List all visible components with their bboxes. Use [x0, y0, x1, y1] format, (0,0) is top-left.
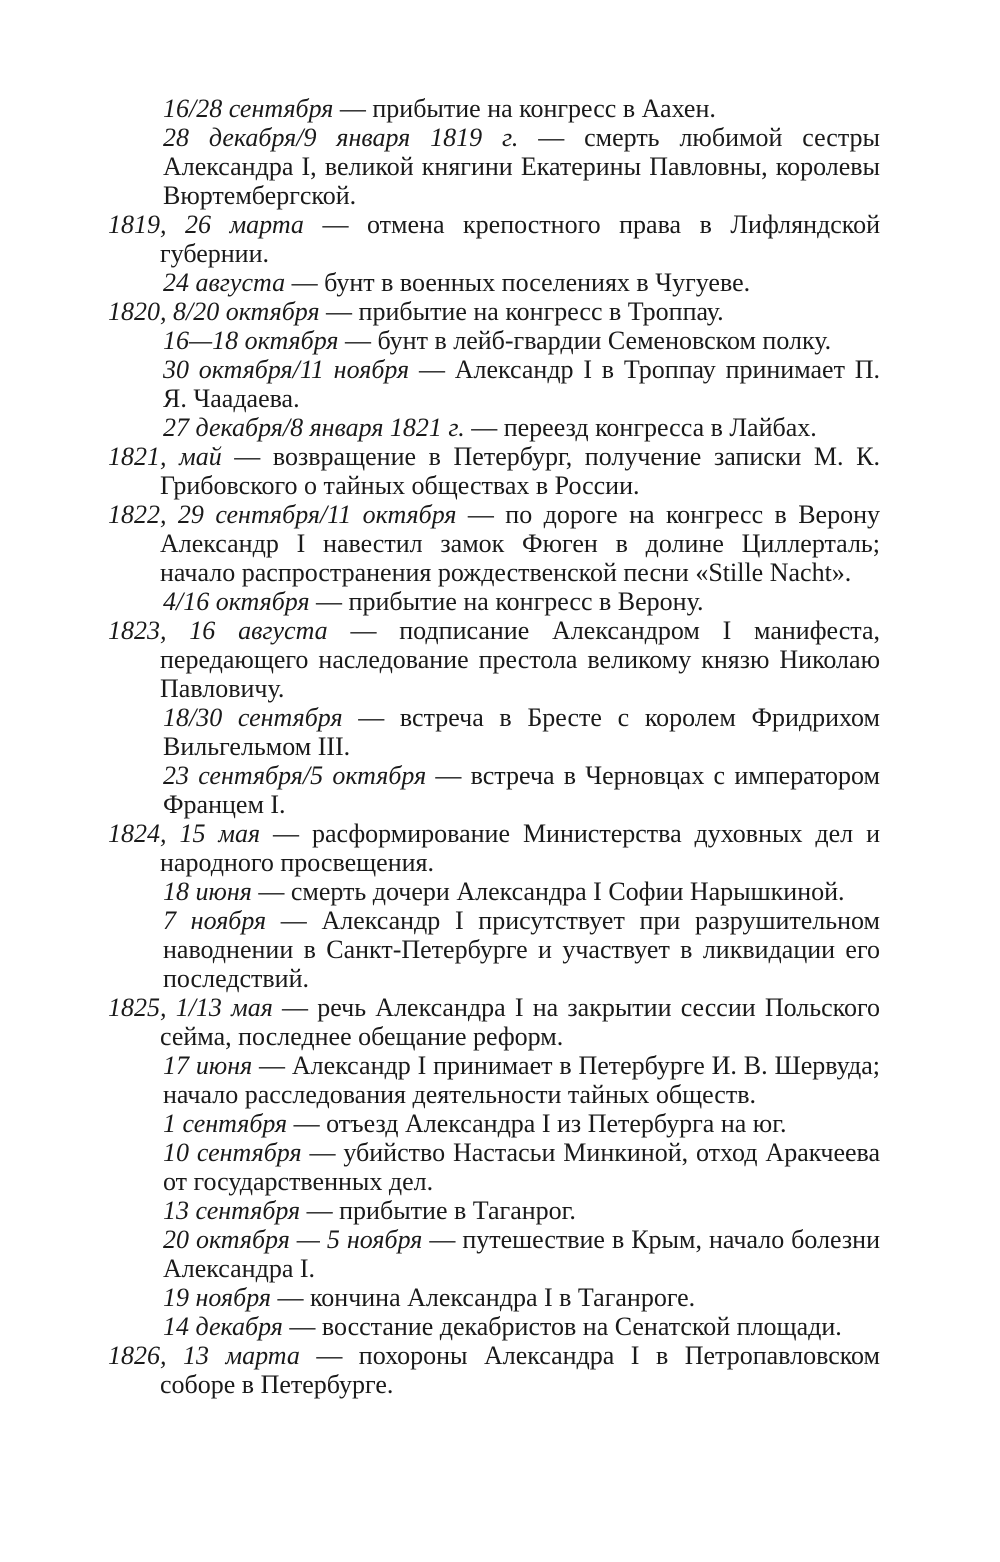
entry-text: — кончина Александра I в Таганроге. — [270, 1283, 696, 1312]
entry-text: — смерть дочери Александра I Софии Нарышкиной. — [251, 877, 845, 906]
entry-date: 19 ноября — [163, 1283, 271, 1312]
chronology-entry — [108, 1051, 880, 1109]
chronology-entry — [108, 210, 880, 268]
chronology-entry — [108, 442, 880, 500]
entry-text: — прибытие на конгресс в Аахен. — [333, 94, 716, 123]
entry-text: — Александр I присутствует при разрушительном наводнении в Санкт-Петербурге и участвует в ликвидации его последствий. — [163, 906, 880, 993]
chronology-entry — [108, 297, 880, 326]
chronology-entry — [108, 1138, 880, 1196]
entry-text: — убийство Настасьи Минкиной, отход Аракчеева от государственных дел. — [163, 1138, 880, 1196]
entry-date: 28 декабря/9 января 1819 г. — [163, 123, 519, 152]
entry-date: 1820, 8/20 октября — [108, 297, 320, 326]
entry-text: — путешествие в Крым, начало болезни Александра I. — [163, 1225, 880, 1283]
chronology-page — [108, 94, 880, 1399]
entry-date: 1819, 26 марта — [108, 210, 304, 239]
entry-text: — переезд конгресса в Лайбах. — [464, 413, 817, 442]
entry-text: — возвращение в Петербург, получение записки М. К. Грибовского о тайных обществах в России. — [160, 442, 881, 500]
entry-date: 13 сентября — [163, 1196, 301, 1225]
chronology-entry — [108, 500, 880, 587]
entry-date: 1822, 29 сентября/11 октября — [108, 500, 457, 529]
chronology-entry — [108, 355, 880, 413]
chronology-entry — [108, 94, 880, 123]
entry-text: — по дороге на конгресс в Верону Александр I навестил замок Фюген в долине Циллерталь; начало распространения рождественской песни «Stille Nacht». — [160, 500, 880, 587]
chronology-entry — [108, 1341, 880, 1399]
chronology-entry — [108, 1283, 880, 1312]
chronology-entry — [108, 616, 880, 703]
entry-date: 17 июня — [163, 1051, 253, 1080]
chronology-entry — [108, 1196, 880, 1225]
chronology-entry — [108, 413, 880, 442]
entry-date: 18 июня — [163, 877, 252, 906]
entry-date: 24 августа — [163, 268, 286, 297]
entry-date: 14 декабря — [163, 1312, 283, 1341]
chronology-entry — [108, 1225, 880, 1283]
entry-text: — прибытие в Таганрог. — [300, 1196, 576, 1225]
entry-text: — смерть любимой сестры Александра I, великой княгини Екатерины Павловны, королевы Вюртембергской. — [163, 123, 880, 210]
entry-text: — прибытие на конгресс в Верону. — [309, 587, 704, 616]
entry-text: — прибытие на конгресс в Троппау. — [319, 297, 724, 326]
entry-date: 20 октября — 5 ноября — [163, 1225, 423, 1254]
entry-date: 1826, 13 марта — [108, 1341, 300, 1370]
chronology-entry — [108, 761, 880, 819]
chronology-entry — [108, 877, 880, 906]
entry-date: 10 сентября — [163, 1138, 302, 1167]
entry-date: 16/28 сентября — [163, 94, 334, 123]
entry-date: 1824, 15 мая — [108, 819, 261, 848]
entry-text: — отъезд Александра I из Петербурга на юг. — [287, 1109, 787, 1138]
chronology-entry — [108, 268, 880, 297]
chronology-entry — [108, 326, 880, 355]
entry-text: — Александр I в Троппау принимает П. Я. Чаадаева. — [163, 355, 881, 413]
entry-text: — встреча в Бресте с королем Фридрихом Вильгельмом III. — [163, 703, 881, 761]
entry-date: 7 ноября — [163, 906, 267, 935]
entry-date: 1821, май — [108, 442, 222, 471]
chronology-entry — [108, 906, 880, 993]
entry-date: 23 сентября/5 октября — [163, 761, 427, 790]
entry-date: 18/30 сентября — [163, 703, 343, 732]
entry-text: — бунт в лейб-гвардии Семеновском полку. — [338, 326, 832, 355]
entry-date: 1823, 16 августа — [108, 616, 328, 645]
entry-text: — бунт в военных поселениях в Чугуеве. — [285, 268, 751, 297]
entry-text: — восстание декабристов на Сенатской площади. — [282, 1312, 842, 1341]
entry-text: — встреча в Черновцах с императором Францем I. — [163, 761, 880, 819]
entry-date: 1 сентября — [163, 1109, 288, 1138]
entry-date: 4/16 октября — [163, 587, 310, 616]
entry-text: — отмена крепостного права в Лифляндской губернии. — [160, 210, 881, 268]
entry-date: 1825, 1/13 мая — [108, 993, 273, 1022]
chronology-entry — [108, 819, 880, 877]
entry-text: — подписание Александром I манифеста, передающего наследование престола великому князю Николаю Павловичу. — [160, 616, 880, 703]
chronology-entry — [108, 123, 880, 210]
chronology-entry — [108, 587, 880, 616]
entry-text: — речь Александра I на закрытии сессии Польского сейма, последнее обещание реформ. — [160, 993, 880, 1051]
entry-text: — расформирование Министерства духовных дел и народного просвещения. — [160, 819, 880, 877]
entry-text: — похороны Александра I в Петропавловском соборе в Петербурге. — [160, 1341, 880, 1399]
chronology-entry — [108, 703, 880, 761]
chronology-entry — [108, 1312, 880, 1341]
entry-date: 27 декабря/8 января 1821 г. — [163, 413, 465, 442]
entry-date: 30 октября/11 ноября — [163, 355, 410, 384]
chronology-entry — [108, 993, 880, 1051]
chronology-entry — [108, 1109, 880, 1138]
entry-text: — Александр I принимает в Петербурге И. В. Шервуда; начало расследования деятельности тайных обществ. — [163, 1051, 880, 1109]
entry-date: 16—18 октября — [163, 326, 339, 355]
